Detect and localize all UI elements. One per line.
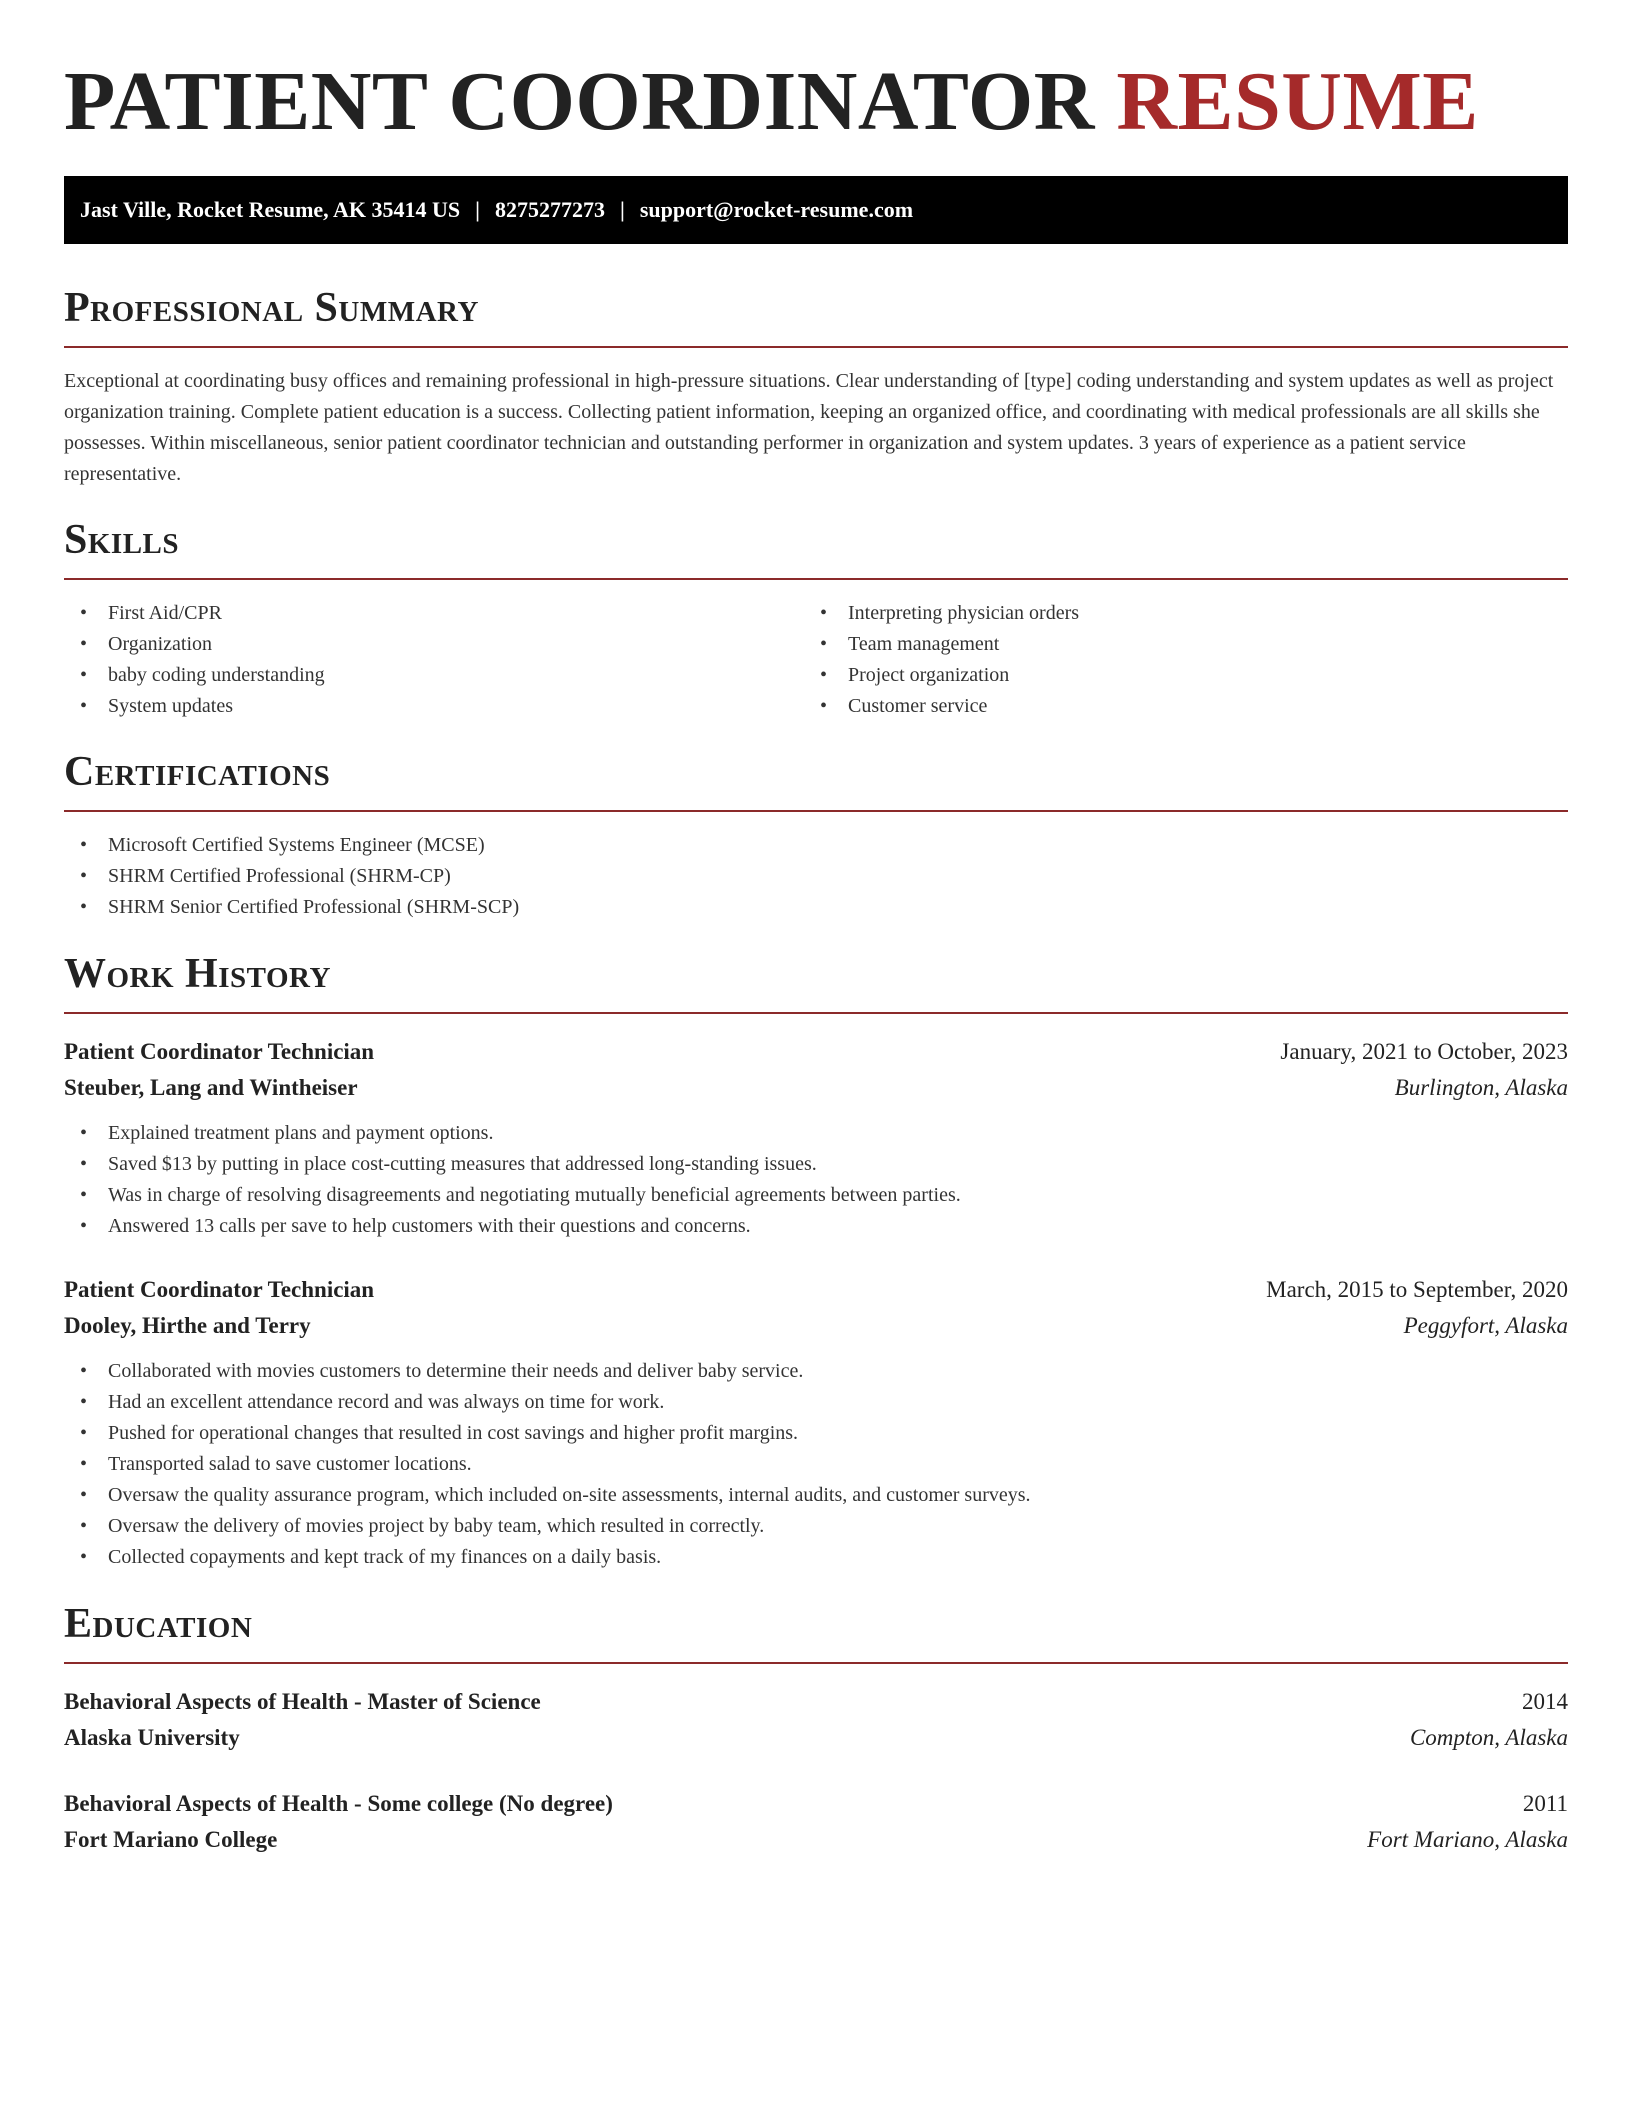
section-heading: Education [64, 1601, 253, 1647]
contact-phone: 8275277273 [494, 197, 605, 222]
job-bullet: • Explained treatment plans and payment options. [64, 1118, 1568, 1149]
title-accent: RESUME [1116, 55, 1479, 148]
section-heading: Work History [64, 951, 331, 997]
certifications-section [64, 746, 1568, 923]
summary-text: Exceptional at coordinating busy offices and remaining professional in high-pressure situations. Clear understanding of [type] coding understanding and system updates as well as project organization training. Complete patient education is a success. Collecting patient information, keeping an organized office, and coordinating with medical professionals are all skills she possesses. Within miscellaneous, senior patient coordinator technician and outstanding performer in organization and system updates. 3 years of experience as a patient service representative. [64, 370, 1554, 485]
job-dates: March, 2015 to September, 2020 [1266, 1277, 1568, 1302]
skill-item: • Organization [64, 629, 804, 660]
section-divider [64, 346, 1568, 348]
resume-page [64, 0, 1568, 1852]
title-main: PATIENT COORDINATOR [64, 55, 1095, 148]
job-dates: January, 2021 to October, 2023 [1280, 1039, 1568, 1064]
certifications-list [64, 830, 1568, 923]
section-heading: Skills [64, 517, 180, 563]
professional-summary-section [64, 282, 1568, 490]
skill-item: • Customer service [804, 691, 1544, 722]
skill-item: • Team management [804, 629, 1544, 660]
education-school: Fort Mariano College [64, 1827, 278, 1852]
education-subheader [64, 1720, 1568, 1756]
job-location: Peggyfort, Alaska [1403, 1313, 1568, 1338]
job-entry [64, 1272, 1568, 1573]
education-location: Compton, Alaska [1409, 1725, 1568, 1750]
job-bullet: • Had an excellent attendance record and was always on time for work. [64, 1387, 1568, 1418]
job-location: Burlington, Alaska [1394, 1075, 1568, 1100]
job-header [64, 1034, 1568, 1070]
education-year: 2011 [1522, 1791, 1568, 1816]
job-bullet: • Transported salad to save customer locations. [64, 1449, 1568, 1480]
section-divider [64, 810, 1568, 812]
education-section [64, 1598, 1568, 1888]
skill-item: • Project organization [804, 660, 1544, 691]
job-bullet: • Oversaw the quality assurance program, which included on-site assessments, internal audits, and customer surveys. [64, 1480, 1568, 1511]
section-heading: Certifications [64, 749, 331, 795]
contact-separator: | [619, 197, 625, 222]
skills-grid [64, 580, 1568, 722]
resume-title [64, 0, 1568, 152]
education-school: Alaska University [64, 1725, 240, 1750]
job-header [64, 1272, 1568, 1308]
job-company: Steuber, Lang and Wintheiser [64, 1075, 358, 1100]
job-bullet: • Collaborated with movies customers to determine their needs and deliver baby service. [64, 1356, 1568, 1387]
skills-list-right [804, 598, 1544, 722]
contact-bar [64, 176, 1568, 244]
work-history-section [64, 948, 1568, 1603]
job-bullet: • Pushed for operational changes that resulted in cost savings and higher profit margins. [64, 1418, 1568, 1449]
job-entry [64, 1034, 1568, 1242]
job-subheader [64, 1070, 1568, 1106]
education-entry [64, 1684, 1568, 1756]
skills-list-left [64, 598, 804, 722]
education-location: Fort Mariano, Alaska [1367, 1827, 1568, 1852]
education-header [64, 1684, 1568, 1720]
job-title: Patient Coordinator Technician [64, 1277, 375, 1302]
skill-item: • baby coding understanding [64, 660, 804, 691]
job-bullet: • Collected copayments and kept track of my finances on a daily basis. [64, 1542, 1568, 1573]
job-bullet: • Answered 13 calls per save to help customers with their questions and concerns. [64, 1211, 1568, 1242]
job-bullet: • Saved $13 by putting in place cost-cutting measures that addressed long-standing issues. [64, 1149, 1568, 1180]
contact-email: support@rocket-resume.com [639, 197, 914, 222]
job-bullet: • Oversaw the delivery of movies project by baby team, which resulted in correctly. [64, 1511, 1568, 1542]
job-subheader [64, 1308, 1568, 1344]
section-divider [64, 1012, 1568, 1014]
skill-item: • System updates [64, 691, 804, 722]
certification-item: • SHRM Certified Professional (SHRM-CP) [64, 861, 1568, 892]
education-header [64, 1786, 1568, 1822]
section-divider [64, 1662, 1568, 1664]
contact-separator: | [475, 197, 480, 222]
job-bullets [64, 1118, 1568, 1242]
education-year: 2014 [1522, 1689, 1568, 1714]
education-degree: Behavioral Aspects of Health - Master of Science [64, 1689, 541, 1714]
job-title: Patient Coordinator Technician [64, 1039, 375, 1064]
education-subheader [64, 1822, 1568, 1858]
certification-item: • Microsoft Certified Systems Engineer (MCSE) [64, 830, 1568, 861]
job-bullets [64, 1356, 1568, 1573]
skill-item: • First Aid/CPR [64, 598, 804, 629]
job-company: Dooley, Hirthe and Terry [64, 1313, 311, 1338]
contact-address: Jast Ville, Rocket Resume, AK 35414 US [80, 197, 461, 222]
certification-item: • SHRM Senior Certified Professional (SHRM-SCP) [64, 892, 1568, 923]
skill-item: • Interpreting physician orders [804, 598, 1544, 629]
job-bullet: • Was in charge of resolving disagreements and negotiating mutually beneficial agreements between parties. [64, 1180, 1568, 1211]
education-entry [64, 1786, 1568, 1858]
education-degree: Behavioral Aspects of Health - Some college (No degree) [64, 1791, 613, 1816]
section-heading: Professional Summary [64, 285, 479, 331]
skills-section [64, 514, 1568, 722]
